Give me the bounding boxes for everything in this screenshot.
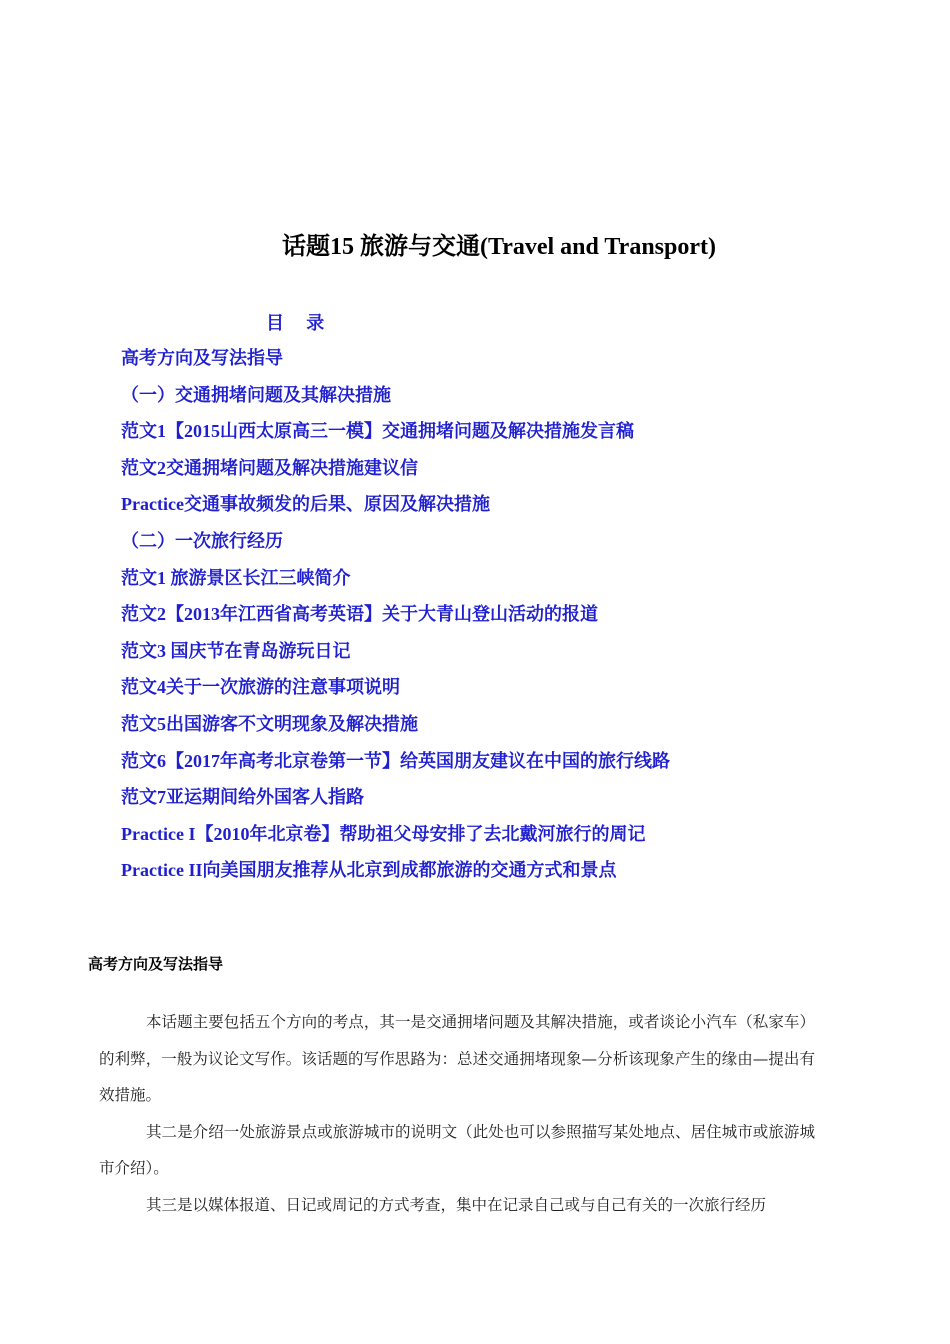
toc-item[interactable]: Practice II向美国朋友推荐从北京到成都旅游的交通方式和景点 <box>121 860 617 881</box>
toc-item[interactable]: （二）一次旅行经历 <box>121 530 283 551</box>
toc-item[interactable]: 范文5出国游客不文明现象及解决措施 <box>121 713 418 734</box>
paragraph: 其三是以媒体报道、日记或周记的方式考查，集中在记录自己或与自己有关的一次旅行经历 <box>146 1195 767 1214</box>
toc-item[interactable]: Practice I【2010年北京卷】帮助祖父母安排了去北戴河旅行的周记 <box>121 823 646 844</box>
toc-item[interactable]: 范文2交通拥堵问题及解决措施建议信 <box>121 457 418 478</box>
toc-item[interactable]: （一）交通拥堵问题及其解决措施 <box>121 384 391 405</box>
toc-item[interactable]: 范文6【2017年高考北京卷第一节】给英国朋友建议在中国的旅行线路 <box>121 750 670 771</box>
document-title: 话题15 旅游与交通(Travel and Transport) <box>281 234 716 260</box>
body-text <box>99 1004 815 1223</box>
toc-item[interactable]: 范文3 国庆节在青岛游玩日记 <box>121 640 351 661</box>
toc-item[interactable]: Practice交通事故频发的后果、原因及解决措施 <box>121 494 490 515</box>
toc-item[interactable]: 范文7亚运期间给外国客人指路 <box>121 787 364 808</box>
toc-heading: 目 录 <box>266 313 333 334</box>
paragraph: 本话题主要包括五个方向的考点，其一是交通拥堵问题及其解决措施，或者谈论小汽车（私家车）的利弊，一般为议论文写作。该话题的写作思路为：总述交通拥堵现象—分析该现象产生的缘由—提出有效措施。 <box>99 1013 815 1104</box>
paragraph: 其二是介绍一处旅游景点或旅游城市的说明文（此处也可以参照描写某处地点、居住城市或旅游城市介绍）。 <box>99 1122 815 1177</box>
toc-item[interactable]: 高考方向及写法指导 <box>121 348 283 368</box>
toc-item[interactable]: 范文2【2013年江西省高考英语】关于大青山登山活动的报道 <box>121 604 598 625</box>
table-of-contents <box>121 345 670 894</box>
toc-item[interactable]: 范文1【2015山西太原高三一模】交通拥堵问题及解决措施发言稿 <box>121 421 634 442</box>
toc-item[interactable]: 范文1 旅游景区长江三峡简介 <box>121 567 351 588</box>
section-heading: 高考方向及写法指导 <box>88 955 224 973</box>
toc-item[interactable]: 范文4关于一次旅游的注意事项说明 <box>121 677 400 698</box>
